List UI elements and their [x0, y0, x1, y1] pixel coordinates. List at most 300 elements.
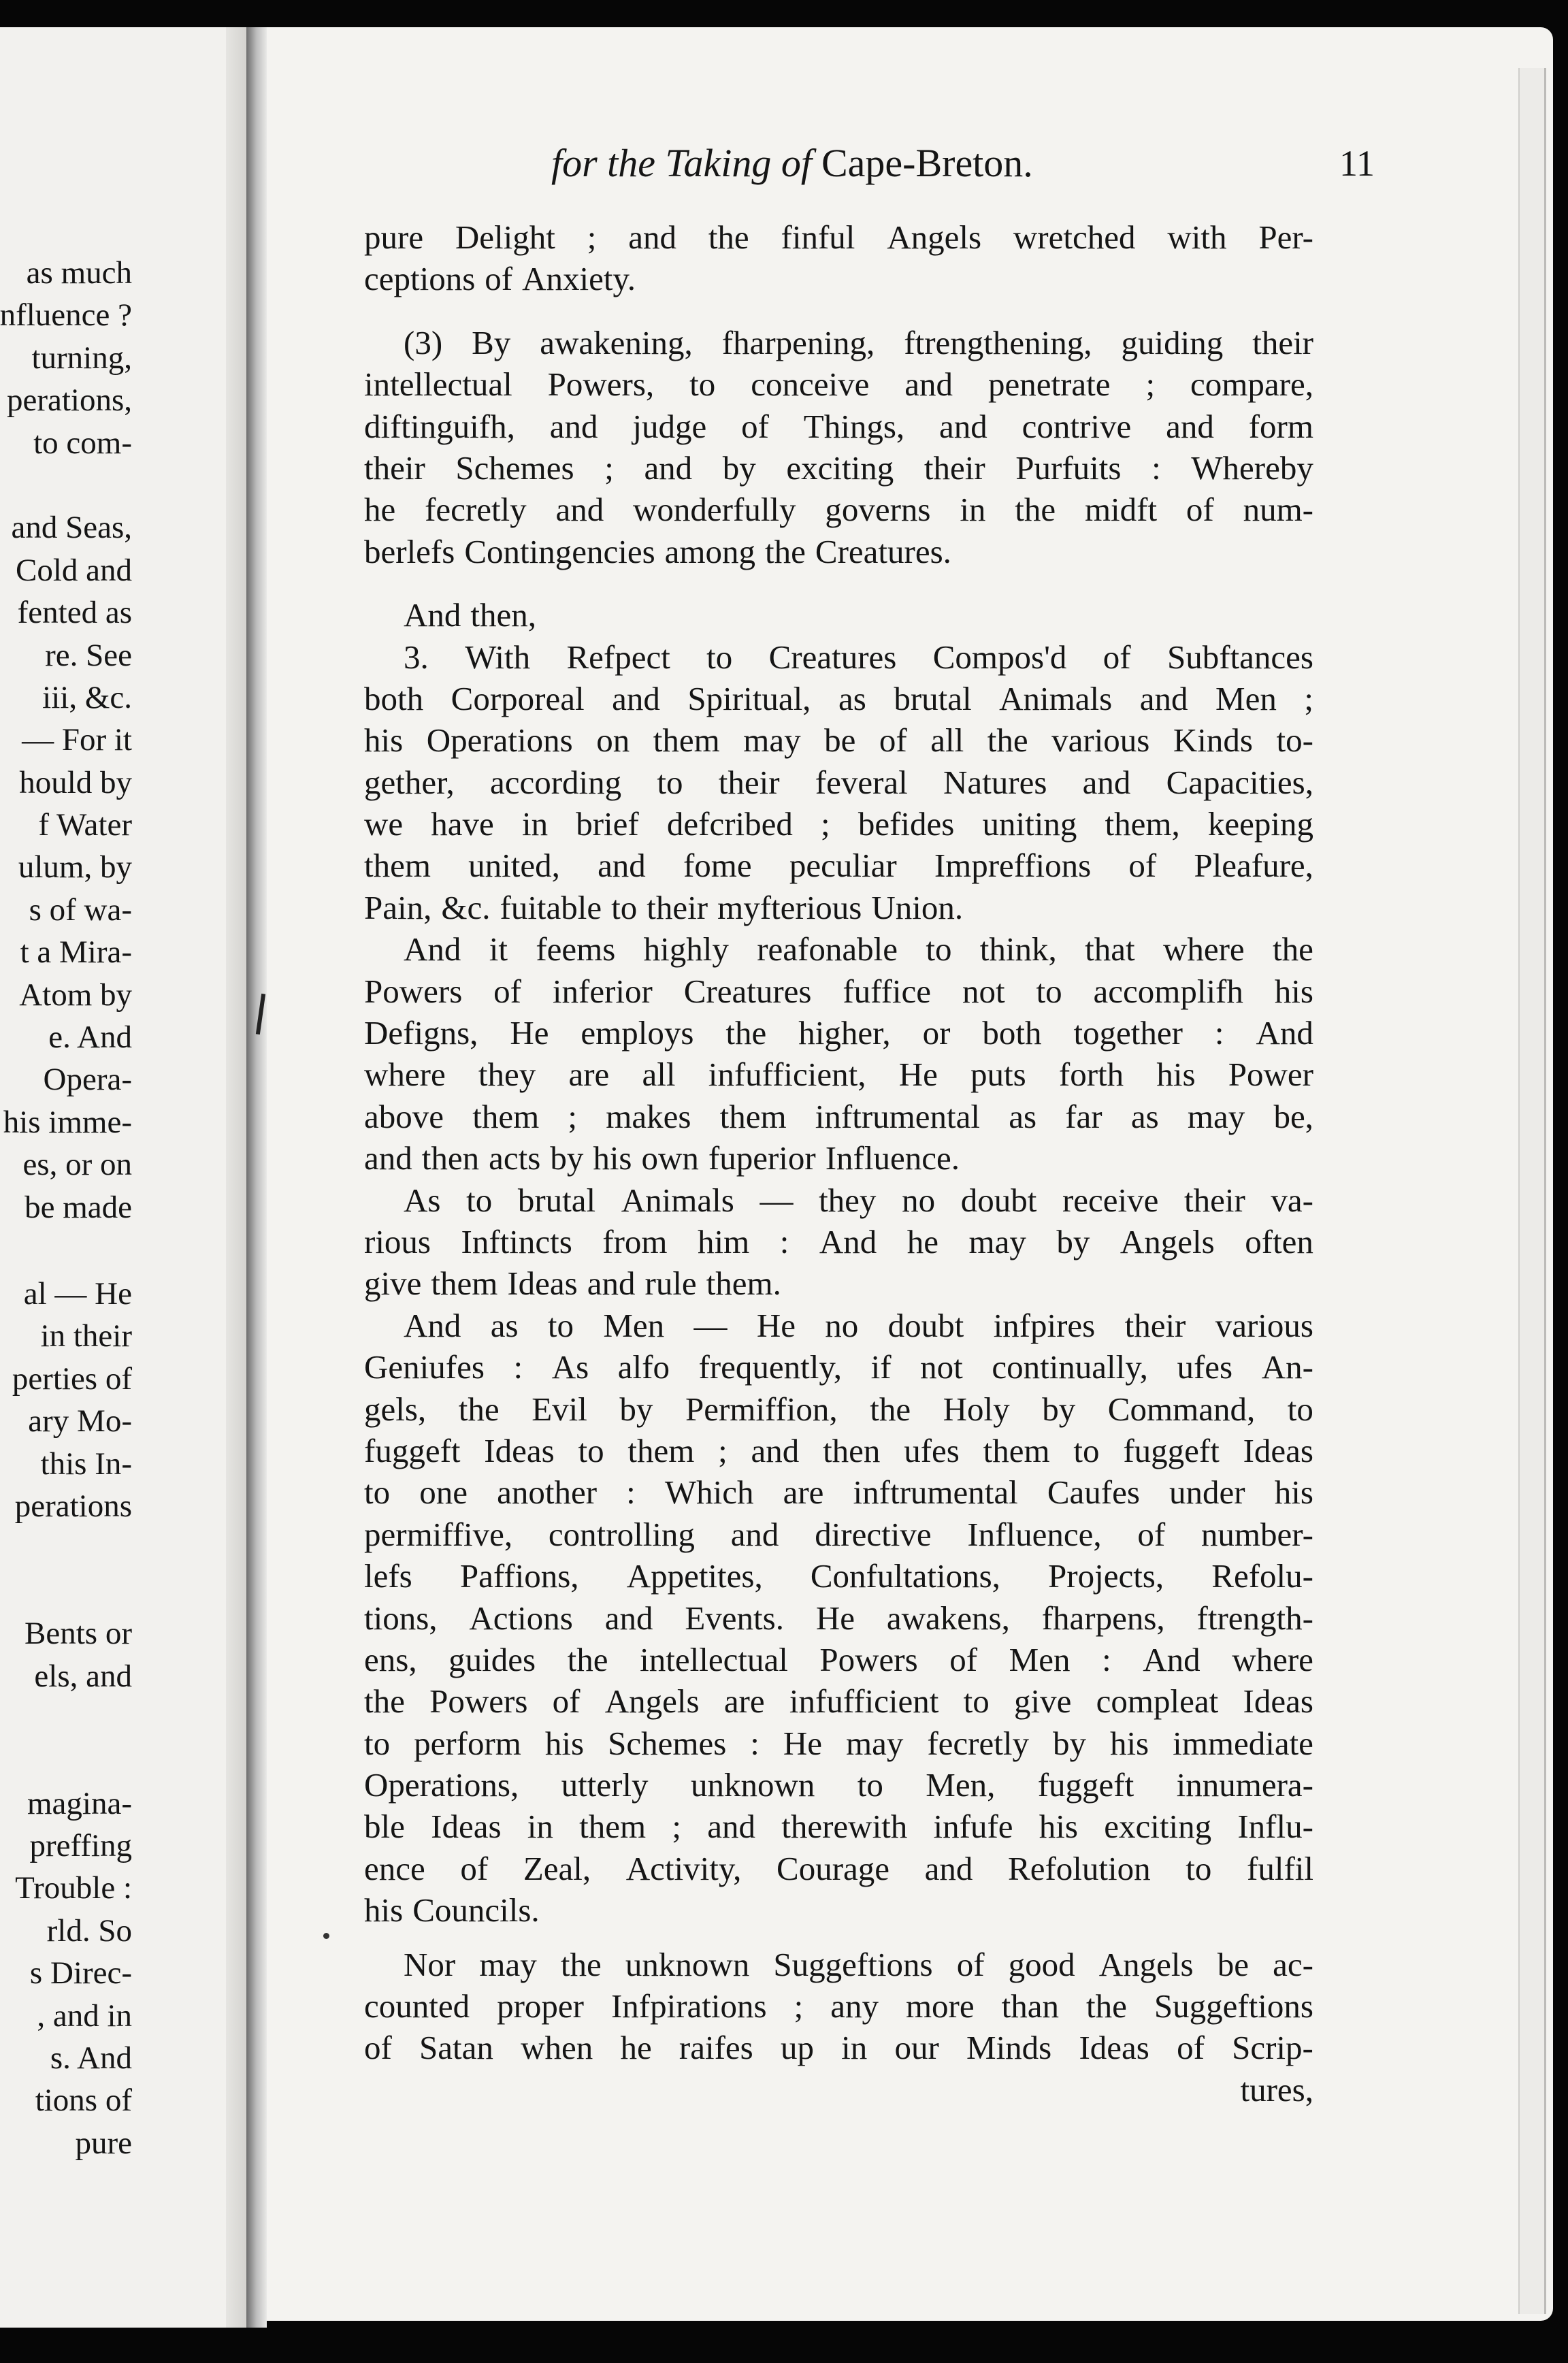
word: compare, [1190, 365, 1313, 404]
word: fuffice [843, 972, 932, 1010]
word: diftinguifh, [364, 407, 515, 445]
word: continually, [992, 1348, 1148, 1386]
word: Powers [364, 972, 463, 1010]
word: and [939, 407, 987, 445]
word: when [521, 2029, 593, 2067]
word: Refpect [566, 638, 670, 676]
left-page-line: f Water [38, 807, 132, 843]
text-line [364, 447, 1313, 489]
word: utterly [561, 1766, 649, 1804]
word: they [478, 1056, 536, 1094]
word: Delight [455, 218, 555, 256]
word: And [404, 596, 461, 634]
text-line [364, 594, 1313, 636]
word: Zeal, [523, 1849, 591, 1887]
word: not [962, 972, 1005, 1010]
left-page-line: perations, [6, 382, 132, 419]
word: exciting [1104, 1808, 1212, 1846]
word: form [1248, 407, 1313, 445]
word: Confultations, [810, 1557, 1000, 1595]
word: Minds [966, 2029, 1052, 2067]
word: As [404, 1181, 441, 1219]
word: fome [683, 847, 752, 885]
body-text [364, 216, 1313, 2111]
word: ens, [364, 1640, 417, 1678]
word: them [472, 1097, 540, 1135]
word: berlefs [364, 532, 455, 570]
text-line [364, 531, 1313, 572]
word: the [364, 1682, 405, 1721]
word: Men, [926, 1766, 996, 1804]
word: and [904, 365, 953, 404]
word: ftrengthening, [904, 323, 1092, 361]
word: Infpirations [610, 1987, 767, 2025]
word: his [1274, 972, 1313, 1010]
word: perform [414, 1724, 521, 1762]
word: his [593, 1139, 632, 1177]
word: : [1102, 1640, 1111, 1678]
word: By [472, 323, 511, 361]
word: may [479, 1945, 537, 1983]
left-facing-page [0, 27, 246, 2328]
word: ceptions [364, 260, 476, 298]
word: ac- [1273, 1945, 1313, 1983]
word: they [819, 1181, 877, 1219]
word: : [779, 1222, 789, 1260]
word: accomplifh [1093, 972, 1243, 1010]
word: Influence, [967, 1515, 1102, 1553]
word: and [924, 1849, 973, 1887]
word: Ideas [507, 1265, 578, 1303]
word: : [1214, 1014, 1224, 1052]
word: inferior [552, 972, 653, 1010]
left-page-line: iii, &c. [42, 679, 132, 715]
word: — [760, 1181, 794, 1219]
word: : [626, 1473, 636, 1512]
word: infufficient [789, 1682, 939, 1721]
word: 3. [404, 638, 429, 676]
word: or [922, 1014, 951, 1052]
word: are [783, 1473, 824, 1512]
word: midft [1084, 491, 1158, 529]
word: exciting [786, 449, 894, 487]
text-line [364, 887, 1313, 928]
word: them [431, 1265, 498, 1303]
text-line [364, 1806, 1313, 1847]
word: fuitable [500, 888, 602, 926]
word: He [815, 1599, 855, 1637]
word: may [743, 721, 801, 760]
word: innumera- [1176, 1766, 1313, 1804]
word: one [419, 1473, 468, 1512]
word: He [756, 1306, 796, 1344]
word: doubt [887, 1306, 964, 1344]
left-page-line: al — He [23, 1276, 132, 1311]
word: penetrate [987, 365, 1111, 404]
word: With [465, 638, 531, 676]
word: to [1186, 1849, 1212, 1887]
word: and [1139, 679, 1188, 717]
text-line [364, 1054, 1313, 1095]
word: in [527, 1808, 553, 1846]
text-line [364, 1985, 1313, 2027]
word: feveral [815, 763, 908, 801]
left-page-line: Cold and [15, 552, 132, 588]
word: judge [632, 407, 707, 445]
word: keeping [1207, 805, 1313, 843]
word: that [1085, 930, 1135, 968]
word: Ideas [484, 1431, 555, 1469]
word: of [493, 972, 521, 1010]
word: infufficient, [708, 1056, 866, 1094]
word: to [547, 1306, 574, 1344]
word: Evil [532, 1390, 587, 1428]
word: And [404, 1306, 461, 1344]
text-line [364, 1221, 1313, 1262]
word: give [1014, 1682, 1072, 1721]
word: his [364, 1891, 404, 1929]
word: of [364, 2029, 392, 2067]
word: finful [781, 218, 855, 256]
word: Creatures [683, 972, 812, 1010]
word: Kinds [1173, 721, 1253, 760]
word: on [596, 721, 630, 760]
text-line [364, 762, 1313, 803]
word: united, [468, 847, 560, 885]
word: Ideas [1079, 2029, 1149, 2067]
left-page-text-bottom [0, 1273, 132, 2164]
word: fuggeft [1037, 1766, 1134, 1804]
left-page-line: es, or on [22, 1147, 132, 1183]
text-line [364, 719, 1313, 761]
word: brutal [517, 1181, 596, 1219]
word: Men [1009, 1640, 1071, 1678]
word: and [1082, 763, 1131, 801]
left-page-line: to com- [33, 425, 132, 461]
word: Satan [419, 2029, 493, 2067]
word: intellectual [364, 365, 512, 404]
page-edge-stack [1518, 68, 1546, 2314]
word: infufe [933, 1808, 1013, 1846]
word: and [751, 1431, 800, 1469]
text-line [364, 1137, 1313, 1179]
text-line [364, 363, 1313, 405]
text-line [364, 1346, 1313, 1388]
word: of [949, 1640, 978, 1678]
word: Influ- [1237, 1808, 1313, 1846]
word: brief [576, 805, 639, 843]
word: Command, [1107, 1390, 1256, 1428]
left-page-line: hould by [19, 764, 132, 800]
left-page-line: tions of [35, 2083, 132, 2119]
word: receive [1062, 1181, 1159, 1219]
text-line [364, 1597, 1313, 1639]
word: of [879, 721, 907, 760]
word: their [924, 449, 985, 487]
word: all [930, 721, 964, 760]
word: them. [706, 1265, 781, 1303]
word: tions, [364, 1599, 438, 1637]
word: and [604, 1599, 653, 1637]
left-page-line: Trouble : [15, 1870, 132, 1906]
left-page-line [0, 1697, 132, 1740]
word: Natures [943, 763, 1047, 801]
word: and [707, 1808, 755, 1846]
left-page-line: as much [26, 255, 132, 291]
word: his [364, 721, 404, 760]
word: his [544, 1724, 585, 1762]
word: gether, [364, 763, 455, 801]
word: far [1065, 1097, 1102, 1135]
word: by [1052, 1724, 1086, 1762]
text-line [364, 636, 1313, 678]
word: peculiar [789, 847, 897, 885]
word: ; [794, 1987, 804, 2025]
word: : [750, 1724, 760, 1762]
left-page-line: s of wa- [29, 892, 132, 928]
word: directive [815, 1515, 932, 1553]
word: both [364, 679, 424, 717]
word: than [1001, 1987, 1059, 2025]
word: to- [1276, 721, 1313, 760]
word: makes [606, 1097, 691, 1135]
word: above [364, 1097, 444, 1135]
word: the [870, 1390, 911, 1428]
word: of [1137, 1515, 1166, 1553]
word: where [1232, 1640, 1313, 1678]
word: and [612, 679, 660, 717]
word: Operations [426, 721, 573, 760]
word: ufes [904, 1431, 960, 1469]
left-page-line: preffing [29, 1828, 132, 1864]
word: have [431, 805, 494, 843]
word: by [722, 449, 756, 487]
word: : [1152, 449, 1161, 487]
left-page-line: magina- [27, 1785, 132, 1821]
word: the [560, 1945, 602, 1983]
word: compleat [1096, 1682, 1219, 1721]
word: ftrength- [1196, 1599, 1313, 1637]
word: we [364, 805, 404, 843]
word: where [364, 1056, 446, 1094]
word: raifes [679, 2029, 753, 2067]
word: va- [1271, 1181, 1313, 1219]
word: to [578, 1431, 604, 1469]
text-line [364, 928, 1313, 970]
word: may [846, 1724, 904, 1762]
left-page-line: perties of [12, 1360, 132, 1397]
word: : [513, 1348, 523, 1386]
text-line [364, 258, 1313, 299]
word: ble [364, 1808, 405, 1846]
word: Ideas [1243, 1431, 1313, 1469]
text-line [364, 1889, 1313, 1931]
word: ; [604, 449, 614, 487]
word: fuperior [708, 1139, 816, 1177]
word: Angels [1120, 1222, 1215, 1260]
word: Caufes [1047, 1473, 1140, 1512]
text-line [364, 1764, 1313, 1806]
word: think, [979, 930, 1057, 968]
word: their [718, 763, 780, 801]
text-line [364, 1680, 1313, 1722]
word: to [611, 888, 638, 926]
text-line [364, 1012, 1313, 1054]
left-page-line [0, 464, 132, 506]
word: no [825, 1306, 859, 1344]
word: immediate [1173, 1724, 1313, 1762]
left-page-line [0, 1570, 132, 1612]
word: their [647, 888, 708, 926]
word: are [723, 1682, 765, 1721]
word: of [1177, 2029, 1205, 2067]
word: any [830, 1987, 879, 2025]
word: Schemes [608, 1724, 727, 1762]
word: fharpening, [721, 323, 875, 361]
word: and [587, 1265, 636, 1303]
word: of [1186, 491, 1214, 529]
ink-spot [323, 1933, 329, 1939]
word: Projects, [1048, 1557, 1164, 1595]
left-page-line: s. And [50, 2040, 132, 2076]
text-line [364, 1471, 1313, 1513]
word: of [956, 1945, 985, 1983]
word: Powers [819, 1640, 918, 1678]
word: inftrumental [815, 1097, 980, 1135]
word: rious [364, 1222, 431, 1260]
word: fuggeft [1123, 1431, 1220, 1469]
word: according [489, 763, 622, 801]
word: Anxiety. [522, 260, 636, 298]
word: fulfil [1247, 1849, 1313, 1887]
word: Powers [429, 1682, 528, 1721]
word: fharpens, [1041, 1599, 1165, 1637]
left-page-line: s Direc- [29, 1955, 132, 1991]
word: Power [1228, 1056, 1313, 1094]
word: Inftincts [461, 1222, 572, 1260]
word: to [857, 1766, 883, 1804]
word: rule [644, 1265, 697, 1303]
word: And [404, 930, 461, 968]
word: Angels [887, 218, 982, 256]
word: Influence. [825, 1139, 960, 1177]
word: his [1156, 1056, 1196, 1094]
text-line [364, 1305, 1313, 1346]
word: Suggeftions [773, 1945, 933, 1983]
word: various [1051, 721, 1150, 760]
word: to [689, 365, 716, 404]
word: employs [581, 1014, 694, 1052]
word: He [783, 1724, 823, 1762]
word: under [1169, 1473, 1245, 1512]
word: Holy [943, 1390, 1010, 1428]
word: our [894, 2029, 939, 2067]
word: to [1036, 972, 1062, 1010]
left-page-line [0, 1527, 132, 1569]
word: unknown [625, 1945, 750, 1983]
left-page-line: Bents or [24, 1616, 132, 1652]
word: and [555, 491, 604, 529]
word: in [841, 2029, 868, 2067]
running-title-place: Cape-Breton. [821, 141, 1033, 185]
word: Schemes [455, 449, 574, 487]
text-line [364, 1388, 1313, 1430]
word: Creatures. [815, 532, 951, 570]
word: &c. [441, 888, 491, 926]
word: permiffive, [364, 1515, 513, 1553]
left-page-line: ary Mo- [28, 1403, 132, 1439]
word: uniting [982, 805, 1077, 843]
word: them [364, 847, 431, 885]
word: ufes [1177, 1348, 1233, 1386]
word: and [628, 218, 676, 256]
word: up [780, 2029, 814, 2067]
left-page-line [0, 1740, 132, 1782]
left-page-line: e. And [48, 1020, 132, 1056]
word: Corporeal [451, 679, 585, 717]
text-line [364, 489, 1313, 530]
word: another [497, 1473, 598, 1512]
word: And [1256, 1014, 1313, 1052]
word: the [567, 1640, 608, 1678]
word: as [1009, 1097, 1037, 1135]
word: Defigns, [364, 1014, 478, 1052]
word: intellectual [640, 1640, 788, 1678]
word: to [706, 638, 733, 676]
word: to [364, 1473, 391, 1512]
left-page-line: in their [40, 1318, 132, 1354]
word: ence [364, 1849, 425, 1887]
text-line [364, 1639, 1313, 1680]
text-line [364, 1262, 1313, 1304]
word: their [1124, 1306, 1186, 1344]
word: Events. [685, 1599, 784, 1637]
word: befides [858, 805, 955, 843]
word: among [664, 532, 756, 570]
word: And [1143, 1640, 1200, 1678]
word: from [602, 1222, 668, 1260]
word: acts [489, 1139, 541, 1177]
left-page-line: and Seas, [11, 510, 132, 546]
word: Courage [777, 1849, 890, 1887]
word: and [549, 407, 598, 445]
word: ; [1304, 679, 1313, 717]
word: Angels [604, 1682, 700, 1721]
word: pure [364, 218, 424, 256]
word: and [598, 847, 646, 885]
word: their [1252, 323, 1313, 361]
word: contrive [1022, 407, 1132, 445]
word: Nor [404, 1945, 456, 1983]
word: both [982, 1014, 1042, 1052]
word: Whereby [1191, 449, 1313, 487]
text-line [364, 322, 1313, 363]
word: more [905, 1987, 975, 2025]
word: if [870, 1348, 892, 1386]
word: myfterious [717, 888, 862, 926]
word: the [765, 532, 806, 570]
word: infpires [993, 1306, 1096, 1344]
word: guiding [1121, 323, 1224, 361]
word: then [421, 1139, 480, 1177]
word: fecretly [927, 1724, 1029, 1762]
word: Appetites, [626, 1557, 763, 1595]
word: Capacities, [1166, 763, 1313, 801]
text-line [364, 1179, 1313, 1221]
word: (3) [404, 323, 443, 361]
word: ; [1145, 365, 1156, 404]
word: of [741, 407, 769, 445]
